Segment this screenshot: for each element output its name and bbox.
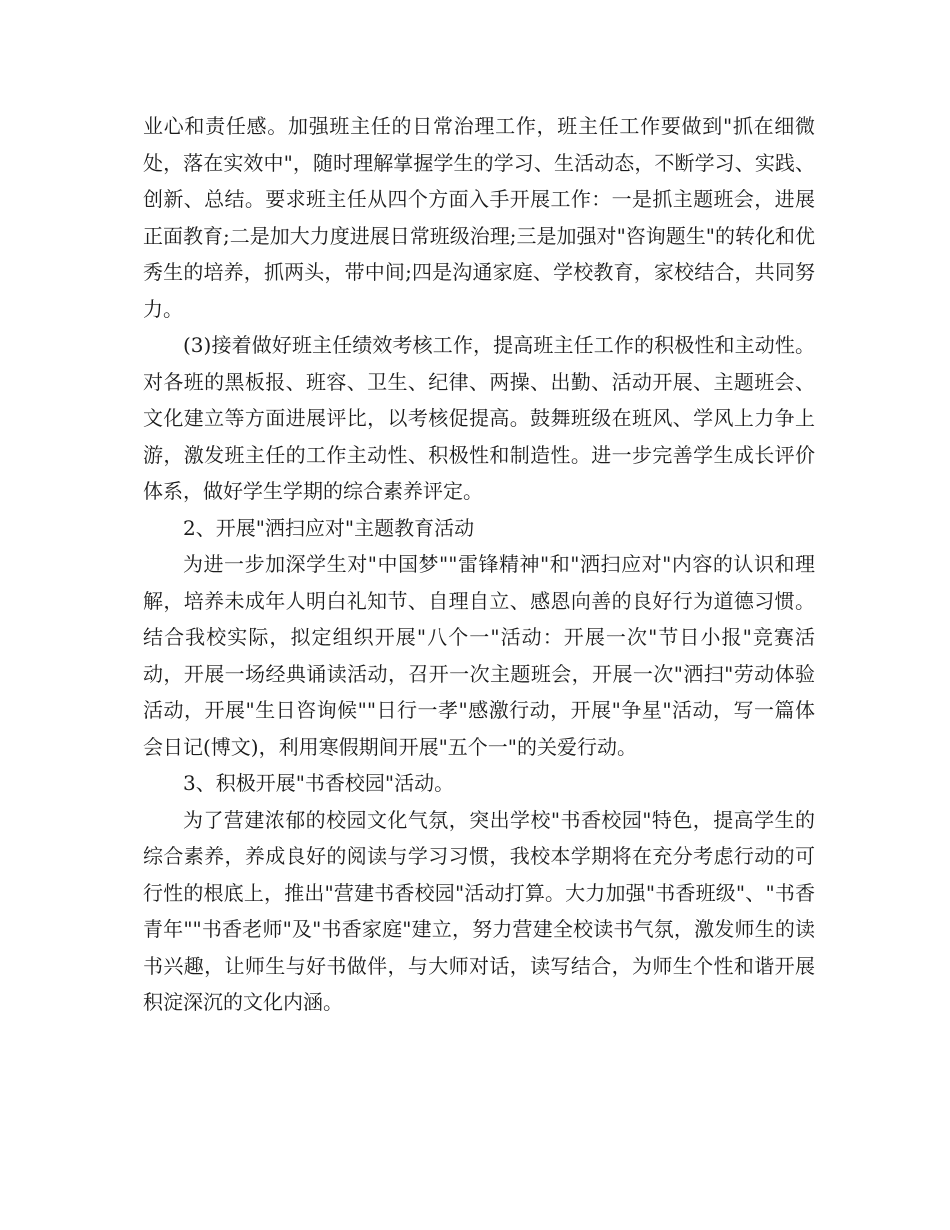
section-heading-3: 3、积极开展"书香校园"活动。 xyxy=(183,771,455,795)
paragraph-reading-campus: 为了营建浓郁的校园文化气氛，突出学校"书香校园"特色，提高学生的综合素养，养成良好的阅读与学习习惯，我校本学期将在充分考虑行动的可行性的根底上，推出"营建书香校园"活动打算。大力加强"书香班级"、"书香青年""书香老师"及"书香家庭"建立，努力营建全校读书气氛，激发师生的读书兴趣，让师生与好书做伴，与大师对话，读写结合，为师生个性和谐开展积淀深沉的文化内涵。 xyxy=(143,807,815,1014)
section-heading-2: 2、开展"洒扫应对"主题教育活动 xyxy=(183,515,475,540)
document-page xyxy=(143,108,815,1021)
paragraph-performance-assessment: (3)接着做好班主任绩效考核工作，提高班主任工作的积极性和主动性。对各班的黑板报、班容、卫生、纪律、两操、出勤、活动开展、主题班会、文化建立等方面进展评比，以考核促提高。鼓舞班级在班风、学风上力争上游，激发班主任的工作主动性、积极性和制造性。进一步完善学生成长评价体系，做好学生学期的综合素养评定。 xyxy=(143,333,815,503)
paragraph-education-activities: 为进一步加深学生对"中国梦""雷锋精神"和"洒扫应对"内容的认识和理解，培养未成年人明白礼知节、自理自立、感恩向善的良好行为道德习惯。结合我校实际，拟定组织开展"八个一"活动：开展一次"节日小报"竞赛活动，开展一场经典诵读活动，召开一次主题班会，开展一次"洒扫"劳动体验活动，开展"生日咨询候""日行一孝"感激行动，开展"争星"活动，写一篇体会日记(博文)，利用寒假期间开展"五个一"的关爱行动。 xyxy=(143,552,815,759)
paragraph-continuation: 业心和责任感。加强班主任的日常治理工作，班主任工作要做到"抓在细微处，落在实效中"，随时理解掌握学生的学习、生活动态，不断学习、实践、创新、总结。要求班主任从四个方面入手开展工作：一是抓主题班会，进展正面教育;二是加大力度进展日常班级治理;三是加强对"咨询题生"的转化和优秀生的培养，抓两头，带中间;四是沟通家庭、学校教育，家校结合，共同努力。 xyxy=(143,114,815,321)
